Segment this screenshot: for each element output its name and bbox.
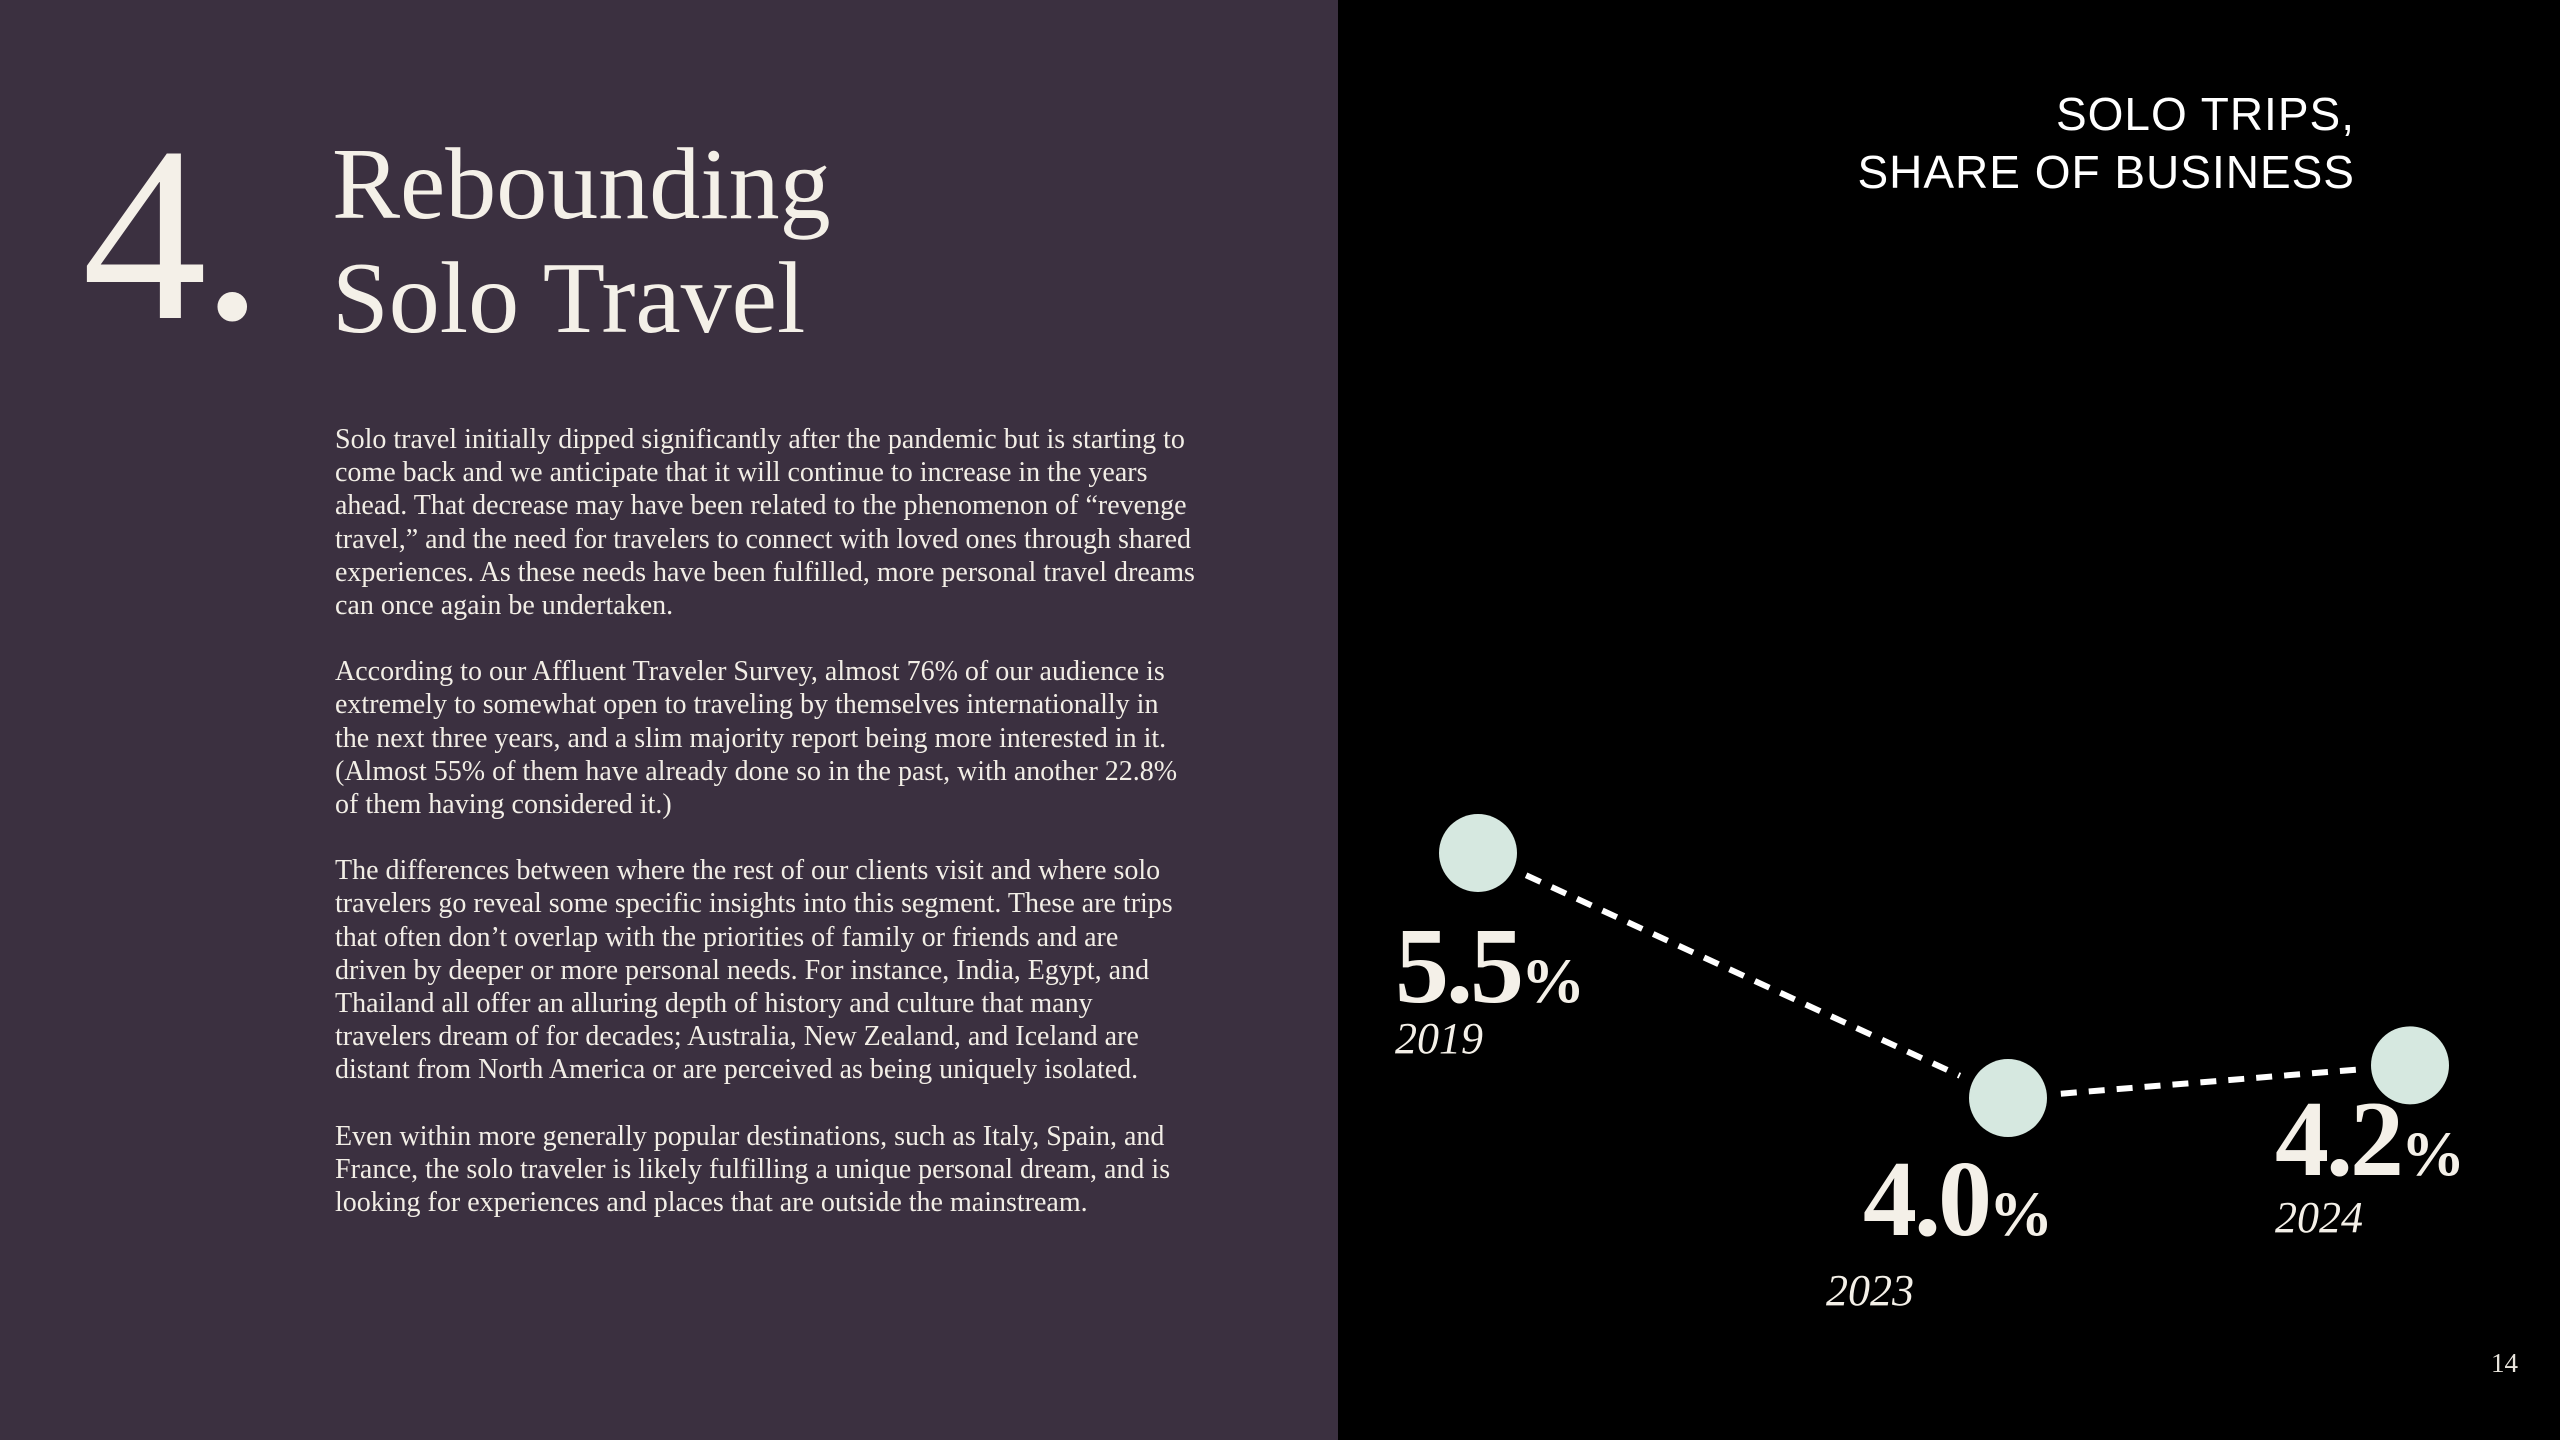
body-paragraph-3: The differences between where the rest of our clients visit and where solo travelers go reveal some specific insights into this segment. These are trips that often don’t overlap with the priorities of family or friends and are driven by deeper or more personal needs. For instance, India, Egypt, and Thailand all offer an alluring depth of history and culture that many travelers dream of for decades; Australia, New Zealand, and Iceland are distant from North America or are perceived as being uniquely isolated. bbox=[335, 855, 1173, 1086]
section-title-line2: Solo Travel bbox=[332, 242, 806, 355]
year-label-2019: 2019 bbox=[1395, 1014, 1483, 1063]
data-label-2024: 4.2% bbox=[2275, 1080, 2462, 1199]
section-number: 4. bbox=[82, 96, 258, 373]
data-point-2023 bbox=[1969, 1059, 2047, 1137]
body-paragraph-1: Solo travel initially dipped significantly after the pandemic but is starting to come back and we anticipate that it will continue to increase in the years ahead. That decrease may have been related to the phenomenon of “revenge travel,” and the need for travelers to connect with loved ones through shared experiences. As these needs have been fulfilled, more personal travel dreams can once again be undertaken. bbox=[335, 424, 1195, 622]
series-line-segment bbox=[1526, 875, 1960, 1076]
body-paragraph-4: Even within more generally popular destinations, such as Italy, Spain, and France, the solo traveler is likely fulfilling a unique personal dream, and is looking for experiences and places that are outside the mainstream. bbox=[335, 1120, 1171, 1219]
year-label-2024: 2024 bbox=[2275, 1193, 2363, 1242]
data-point-2019 bbox=[1439, 814, 1517, 892]
section-title-line1: Rebounding bbox=[332, 128, 831, 241]
body-paragraph-2: According to our Affluent Traveler Survey, almost 76% of our audience is extremely to somewhat open to traveling by themselves internationally in the next three years, and a slim majority report being more interested in it. (Almost 55% of them have already done so in the past, with another 22.8% of them having considered it.) bbox=[335, 656, 1178, 821]
data-label-2019: 5.5% bbox=[1395, 907, 1582, 1026]
chart-title-line2: SHARE OF BUSINESS bbox=[1857, 146, 2355, 198]
chart-title-line1: SOLO TRIPS, bbox=[2055, 88, 2355, 140]
year-label-2023: 2023 bbox=[1826, 1266, 1914, 1315]
data-label-2023: 4.0% bbox=[1863, 1140, 2050, 1259]
page-number: 14 bbox=[2491, 1348, 2518, 1378]
